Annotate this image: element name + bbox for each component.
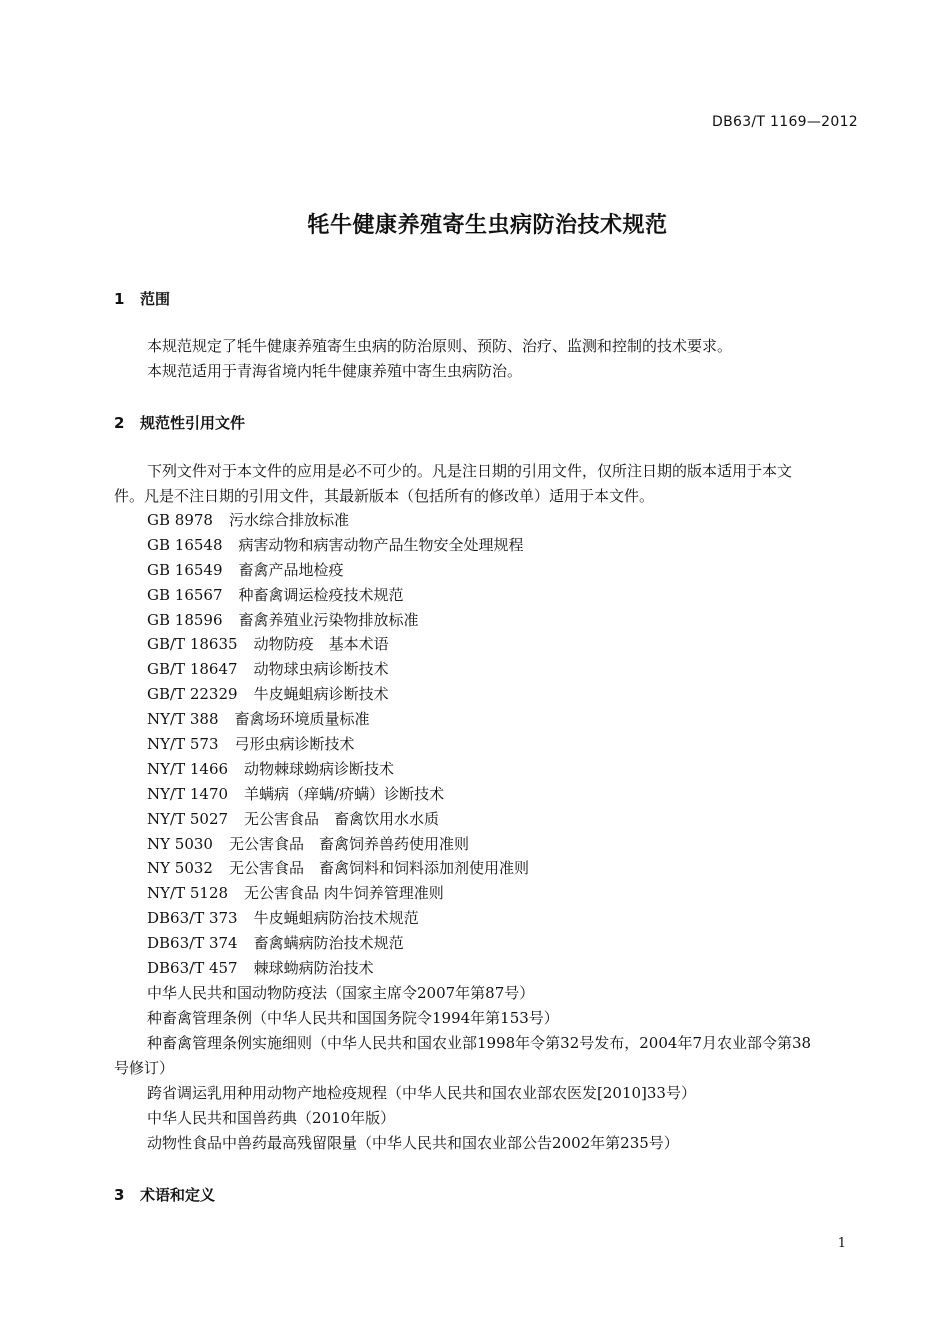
reference-title: 畜禽螨病防治技术规范 <box>253 934 404 953</box>
reference-item <box>147 906 862 931</box>
intro-line: 件。凡是不注日期的引用文件，其最新版本（包括所有的修改单）适用于本文件。 <box>114 487 655 505</box>
intro-line: 下列文件对于本文件的应用是必不可少的。凡是注日期的引用文件，仅所注日期的版本适用于本文 <box>147 462 793 480</box>
reference-code: NY/T 573 <box>147 735 219 754</box>
reference-item <box>147 757 862 782</box>
reference-item <box>147 533 862 558</box>
reference-code: NY/T 1466 <box>147 759 229 778</box>
reference-title: 无公害食品 畜禽饮用水水质 <box>244 809 440 828</box>
reference-title: 棘球蚴病防治技术 <box>253 959 374 978</box>
section-number: 3 <box>114 1186 125 1204</box>
reference-title: 弓形虫病诊断技术 <box>234 735 355 754</box>
reference-item <box>147 956 862 981</box>
section-2-intro <box>114 459 864 509</box>
section-1-body <box>147 334 862 384</box>
section-number: 1 <box>114 290 125 308</box>
reference-code: DB63/T 373 <box>147 909 238 928</box>
reference-list <box>147 508 862 1031</box>
reference-title: 动物棘球蚴病诊断技术 <box>244 759 395 778</box>
reference-code: NY/T 1470 <box>147 784 229 803</box>
reference-code: GB/T 18647 <box>147 660 238 679</box>
reference-title: 无公害食品 畜禽饲料和饲料添加剂使用准则 <box>228 859 529 878</box>
reference-code: GB 16549 <box>147 560 223 579</box>
reference-title: 无公害食品 肉牛饲养管理准则 <box>244 884 444 903</box>
section-title: 规范性引用文件 <box>140 414 246 432</box>
reference-title: 无公害食品 畜禽饲养兽药使用准则 <box>228 834 469 853</box>
document-code: DB63/T 1169—2012 <box>712 114 858 130</box>
page-number: 1 <box>837 1236 846 1251</box>
reference-title: 牛皮蝇蛆病防治技术规范 <box>253 909 419 928</box>
document-title: 牦牛健康养殖寄生虫病防治技术规范 <box>307 213 668 238</box>
reference-item <box>147 558 862 583</box>
reference-item <box>147 881 862 906</box>
reference-title: 畜禽养殖业污染物排放标准 <box>238 610 419 629</box>
regulation-list <box>147 1081 862 1156</box>
section-3-heading <box>114 1184 215 1205</box>
regulation-item-wrapped <box>114 1031 864 1081</box>
reference-item <box>147 682 862 707</box>
reference-item <box>147 732 862 757</box>
section-title: 术语和定义 <box>140 1186 216 1204</box>
reference-code: GB 18596 <box>147 610 223 629</box>
reference-title: 畜禽场环境质量标准 <box>234 710 370 729</box>
reference-title: 动物球虫病诊断技术 <box>253 660 389 679</box>
section-2-heading <box>114 412 245 433</box>
reference-item <box>147 583 862 608</box>
reference-code: NY/T 5128 <box>147 884 229 903</box>
reference-code: GB 8978 <box>147 511 213 529</box>
reference-title: 动物防疫 基本术语 <box>253 635 389 654</box>
reference-code: NY/T 5027 <box>147 809 229 828</box>
reference-code: GB/T 18635 <box>147 635 238 654</box>
reference-code: GB 16548 <box>147 535 223 554</box>
section-1-heading <box>114 288 170 309</box>
reference-item <box>147 782 862 807</box>
reference-item <box>147 657 862 682</box>
reference-title: 羊螨病（痒螨/疥螨）诊断技术 <box>244 784 445 803</box>
paragraph: 本规范规定了牦牛健康养殖寄生虫病的防治原则、预防、治疗、监测和控制的技术要求。 <box>147 337 733 355</box>
reference-code: GB/T 22329 <box>147 685 238 704</box>
reference-item <box>147 807 862 832</box>
regulation-item: 中华人民共和国动物防疫法（国家主席令2007年第87号） <box>147 983 535 1002</box>
reference-item <box>147 931 862 956</box>
reference-code: NY/T 388 <box>147 710 219 729</box>
reference-title: 种畜禽调运检疫技术规范 <box>238 585 404 604</box>
reference-code: GB 16567 <box>147 585 223 604</box>
reference-code: NY 5032 <box>147 859 213 878</box>
reference-code: DB63/T 374 <box>147 934 238 953</box>
reference-title: 病害动物和病害动物产品生物安全处理规程 <box>238 535 524 554</box>
reference-title: 污水综合排放标准 <box>228 511 349 529</box>
reference-item <box>147 608 862 633</box>
paragraph: 本规范适用于青海省境内牦牛健康养殖中寄生虫病防治。 <box>147 361 523 380</box>
reference-code: NY 5030 <box>147 834 213 853</box>
reference-title: 牛皮蝇蛆病诊断技术 <box>253 685 389 704</box>
section-title: 范围 <box>140 290 171 308</box>
regulation-item: 跨省调运乳用种用动物产地检疫规程（中华人民共和国农业部农医发[2010]33号） <box>147 1084 696 1102</box>
reference-item <box>147 832 862 857</box>
reference-item <box>147 856 862 881</box>
section-number: 2 <box>114 414 125 432</box>
reference-item <box>147 632 862 657</box>
regulation-item: 动物性食品中兽药最高残留限量（中华人民共和国农业部公告2002年第235号） <box>147 1133 679 1152</box>
reference-item <box>147 707 862 732</box>
reference-item <box>147 508 862 533</box>
regulation-item: 种畜禽管理条例（中华人民共和国国务院令1994年第153号） <box>147 1008 559 1027</box>
regulation-line: 号修订） <box>114 1059 175 1077</box>
reference-title: 畜禽产品地检疫 <box>238 560 344 579</box>
regulation-line: 种畜禽管理条例实施细则（中华人民共和国农业部1998年令第32号发布，2004年7月农业部令第38 <box>147 1034 812 1052</box>
reference-code: DB63/T 457 <box>147 959 238 978</box>
regulation-item: 中华人民共和国兽药典（2010年版） <box>147 1108 396 1127</box>
